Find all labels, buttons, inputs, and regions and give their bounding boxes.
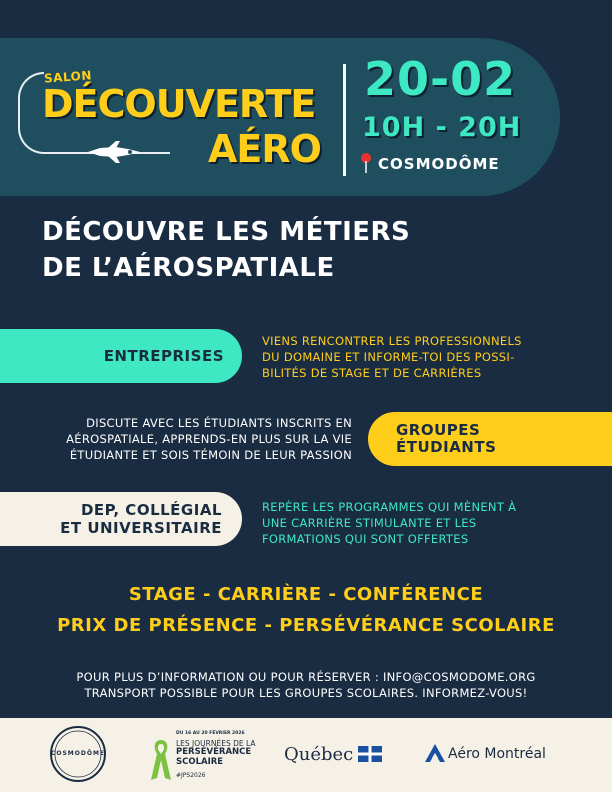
jps-hashtag: #JPS2026 <box>176 772 206 779</box>
pill-entreprises-label: ENTREPRISES <box>103 347 224 365</box>
salon-label: SALON <box>43 68 93 86</box>
pill-dep-label-line1: DEP, COLLÉGIAL <box>80 501 222 519</box>
desc-line: ÉTUDIANTE ET SOIS TÉMOIN DE LEUR PASSION <box>69 448 352 462</box>
info-line-2: TRANSPORT POSSIBLE POUR LES GROUPES SCOLAIRES. INFORMEZ-VOUS! <box>84 686 528 700</box>
event-venue: COSMODÔME <box>378 155 500 173</box>
headline-line2: DE L’AÉROSPATIALE <box>42 253 335 283</box>
fleur-de-lis-flag-icon <box>358 746 382 762</box>
jps-strong-2: SCOLAIRE <box>176 757 224 767</box>
event-title-line1: DÉCOUVERTE <box>42 82 316 126</box>
pill-entreprises <box>0 329 242 383</box>
jps-strong-1: PERSÉVÉRANCE <box>176 747 252 757</box>
ribbon-icon <box>150 738 172 782</box>
tagline-1: STAGE - CARRIÈRE - CONFÉRENCE <box>128 584 484 605</box>
pill-groupes <box>368 412 612 466</box>
desc-entreprises <box>262 333 602 381</box>
space-shuttle-icon <box>86 140 142 164</box>
pill-dep-label-line2: ET UNIVERSITAIRE <box>60 519 222 537</box>
info-line-1: POUR PLUS D’INFORMATION OU POUR RÉSERVER : INFO@COSMODOME.ORG <box>76 670 536 684</box>
aero-montreal-text: Aéro Montréal <box>448 746 546 762</box>
desc-line: VIENS RENCONTRER LES PROFESSIONNELS <box>262 334 522 348</box>
event-date: 20-02 <box>364 52 517 106</box>
header-divider <box>343 64 346 176</box>
desc-line: UNE CARRIÈRE STIMULANTE ET LES <box>262 516 477 530</box>
pill-groupes-label-line1: GROUPES <box>396 421 481 439</box>
aero-montreal-icon <box>424 743 446 763</box>
cosmodome-logo-text: COSMODÔME <box>50 750 106 757</box>
desc-dep <box>262 499 602 547</box>
headline <box>42 214 410 286</box>
event-title-line2: AÉRO <box>208 127 321 171</box>
pill-dep <box>0 492 242 546</box>
headline-line1: DÉCOUVRE LES MÉTIERS <box>42 217 411 247</box>
desc-groupes <box>20 415 352 463</box>
desc-line: BILITÉS DE STAGE ET DE CARRIÈRES <box>262 366 482 380</box>
jps-dates: DU 16 AU 20 FÉVRIER 2026 <box>176 731 245 736</box>
tagline-2: PRIX DE PRÉSENCE - PERSÉVÉRANCE SCOLAIRE <box>57 615 555 636</box>
desc-line: DU DOMAINE ET INFORME-TOI DES POSSI- <box>262 350 515 364</box>
event-hours: 10H - 20H <box>362 112 522 143</box>
desc-line: REPÈRE LES PROGRAMMES QUI MÈNENT À <box>262 500 517 514</box>
desc-line: FORMATIONS QUI SONT OFFERTES <box>262 532 469 546</box>
pill-groupes-label-line2: ÉTUDIANTS <box>396 438 497 456</box>
desc-line: DISCUTE AVEC LES ÉTUDIANTS INSCRITS EN <box>86 416 352 430</box>
jps-title: LES JOURNÉES DE LA <box>176 739 256 748</box>
map-pin-icon <box>360 153 372 173</box>
desc-line: AÉROSPATIALE, APPRENDS-EN PLUS SUR LA VIE <box>66 432 352 446</box>
sponsor-footer <box>0 718 612 792</box>
quebec-logo-text: Québec <box>284 744 354 765</box>
